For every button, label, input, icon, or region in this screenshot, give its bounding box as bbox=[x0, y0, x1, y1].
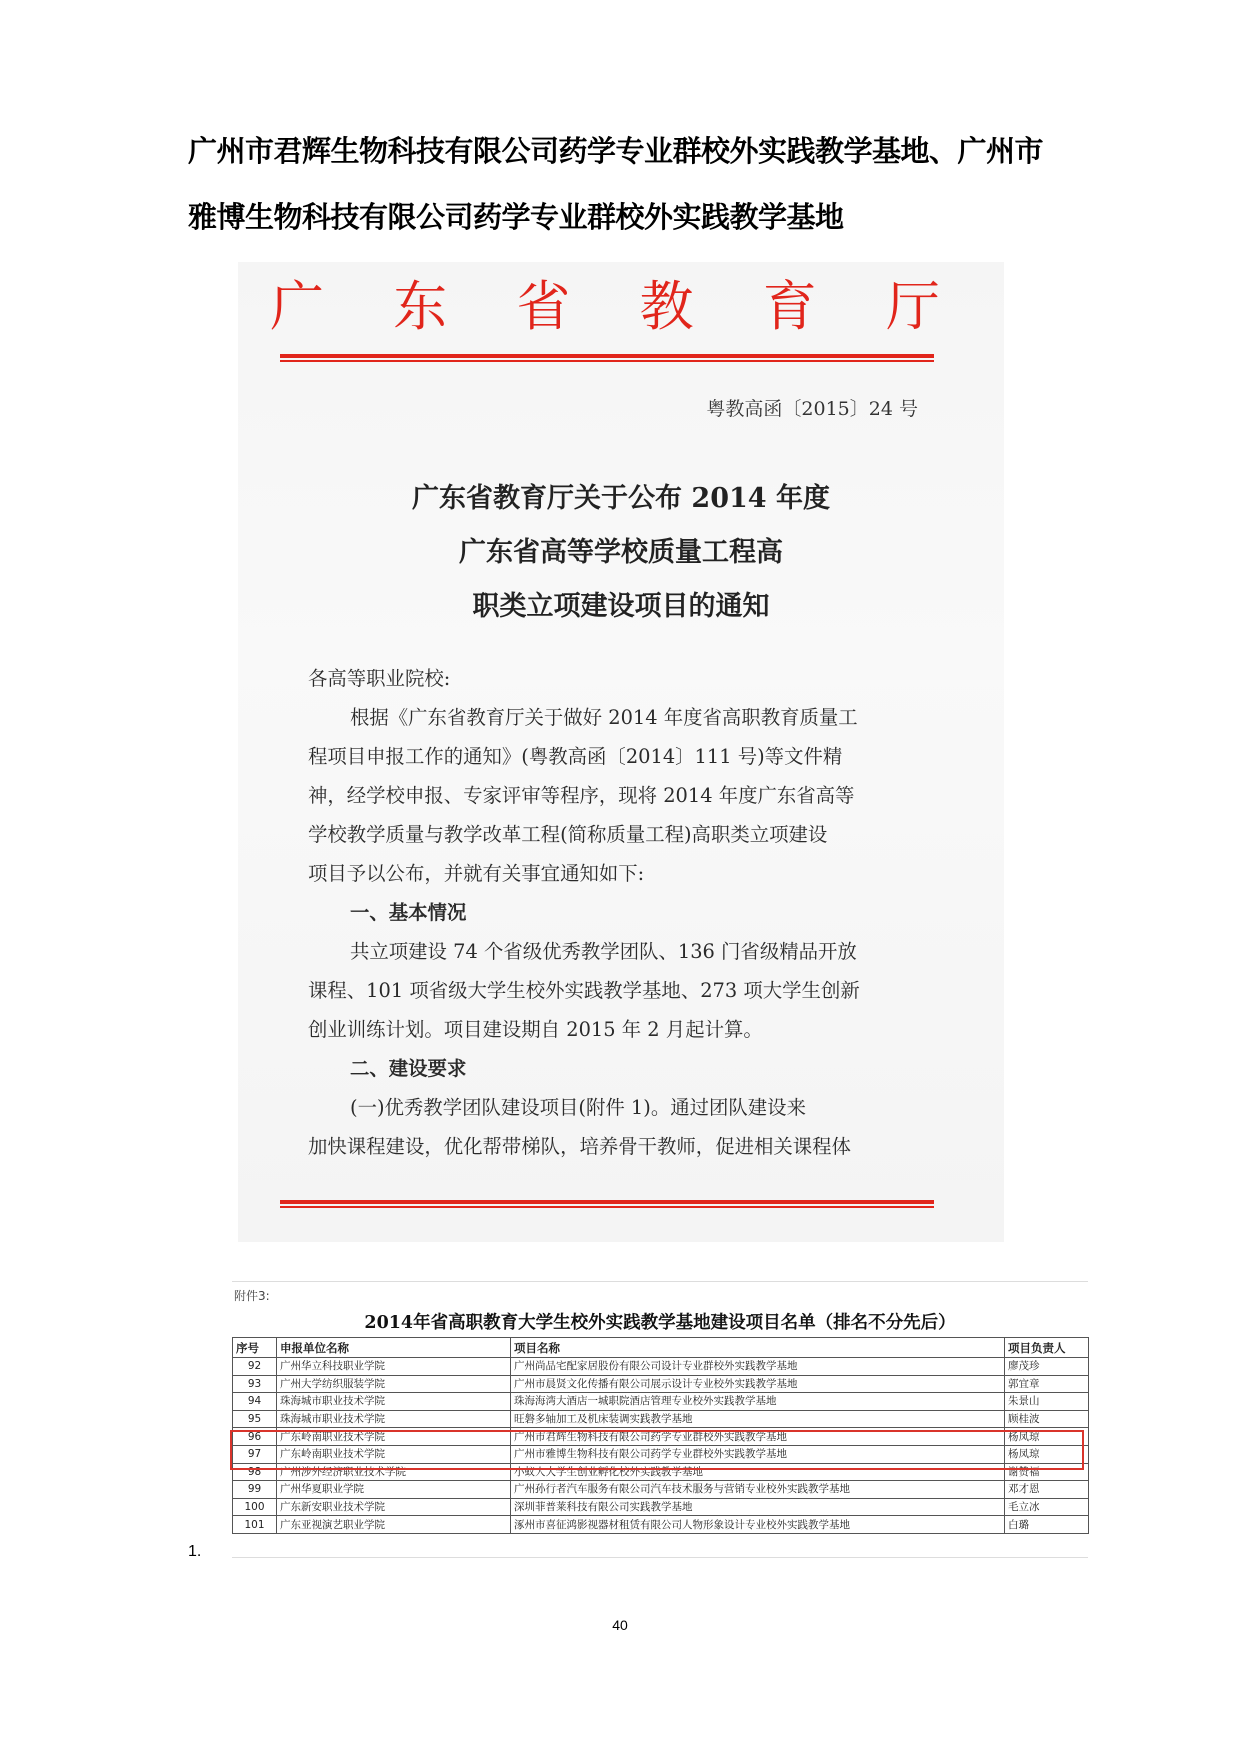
table-row bbox=[233, 1498, 1089, 1516]
cell-seq: 97 bbox=[233, 1445, 277, 1463]
cell-project: 旺磐多轴加工及机床装调实践教学基地 bbox=[511, 1410, 1005, 1428]
notice-body-line: 程项目申报工作的通知》(粤教高函〔2014〕111 号)等文件精 bbox=[308, 745, 843, 768]
heading-line-2: 雅博生物科技有限公司药学专业群校外实践教学基地 bbox=[188, 200, 844, 234]
header-leader: 项目负责人 bbox=[1005, 1338, 1089, 1358]
cell-leader: 杨凤琼 bbox=[1005, 1445, 1089, 1463]
letterhead-char: 教 bbox=[639, 275, 694, 338]
table-row bbox=[233, 1516, 1089, 1534]
table-row bbox=[233, 1481, 1089, 1499]
letterhead-char: 东 bbox=[393, 275, 448, 338]
cell-leader: 谢赞福 bbox=[1005, 1463, 1089, 1481]
cell-seq: 93 bbox=[233, 1375, 277, 1393]
attachment-table-image bbox=[232, 1281, 1088, 1559]
cell-applicant: 广州大学纺织服装学院 bbox=[277, 1375, 511, 1393]
header-project: 项目名称 bbox=[511, 1338, 1005, 1358]
notice-body-line: 课程、101 项省级大学生校外实践教学基地、273 项大学生创新 bbox=[308, 979, 860, 1002]
cell-seq: 100 bbox=[233, 1498, 277, 1516]
attachment-title: 2014年省高职教育大学生校外实践教学基地建设项目名单（排名不分先后） bbox=[364, 1313, 956, 1333]
notice-title-line: 广东省高等学校质量工程高 bbox=[459, 537, 783, 568]
list-marker: 1. bbox=[188, 1543, 202, 1560]
table-row bbox=[233, 1393, 1089, 1411]
notice-title-line: 职类立项建设项目的通知 bbox=[472, 591, 770, 622]
notice-body-line: 一、基本情况 bbox=[350, 901, 467, 924]
cell-seq: 96 bbox=[233, 1428, 277, 1446]
letterhead-rule-thin bbox=[280, 360, 934, 362]
cell-leader: 郭宜章 bbox=[1005, 1375, 1089, 1393]
cell-project: 广州孙行者汽车服务有限公司汽车技术服务与营销专业校外实践教学基地 bbox=[511, 1481, 1005, 1499]
page-heading bbox=[188, 118, 1068, 250]
cell-leader: 廖茂珍 bbox=[1005, 1358, 1089, 1376]
cell-applicant: 广东亚视演艺职业学院 bbox=[277, 1516, 511, 1534]
notice-body-line: 创业训练计划。项目建设期自 2015 年 2 月起计算。 bbox=[308, 1018, 763, 1041]
table-header-row bbox=[233, 1338, 1089, 1358]
cell-project: 涿州市喜征鸿影视器材租赁有限公司人物形象设计专业校外实践教学基地 bbox=[511, 1516, 1005, 1534]
letterhead-rule-thick bbox=[280, 354, 934, 358]
notice-body-line: 二、建设要求 bbox=[350, 1057, 467, 1080]
attachment-label: 附件3: bbox=[234, 1289, 270, 1303]
letterhead-char: 广 bbox=[270, 275, 324, 338]
document-number: 粤教高函〔2015〕24 号 bbox=[706, 398, 918, 420]
notice-body bbox=[308, 659, 924, 1166]
cell-applicant: 广东岭南职业技术学院 bbox=[277, 1445, 511, 1463]
highlight-box bbox=[230, 1430, 1084, 1470]
table-row bbox=[233, 1375, 1089, 1393]
cell-applicant: 广州华立科技职业学院 bbox=[277, 1358, 511, 1376]
cell-project: 广州市雅博生物科技有限公司药学专业群校外实践教学基地 bbox=[511, 1445, 1005, 1463]
cell-applicant: 广东岭南职业技术学院 bbox=[277, 1428, 511, 1446]
notice-body-line: 共立项建设 74 个省级优秀教学团队、136 门省级精品开放 bbox=[350, 940, 857, 963]
cell-project: 广州市晨贤文化传播有限公司展示设计专业校外实践教学基地 bbox=[511, 1375, 1005, 1393]
cell-leader: 杨凤琼 bbox=[1005, 1428, 1089, 1446]
cell-leader: 邓才恩 bbox=[1005, 1481, 1089, 1499]
cell-seq: 98 bbox=[233, 1463, 277, 1481]
page-number: 40 bbox=[612, 1617, 628, 1633]
header-applicant: 申报单位名称 bbox=[277, 1338, 511, 1358]
scanned-notice-image bbox=[238, 262, 1004, 1242]
cell-project: 广州尚品宅配家居股份有限公司设计专业群校外实践教学基地 bbox=[511, 1358, 1005, 1376]
ministry-letterhead bbox=[270, 268, 940, 346]
cell-applicant: 广州涉外经济职业技术学院 bbox=[277, 1463, 511, 1481]
letterhead-char: 育 bbox=[762, 275, 817, 338]
letterhead-char: 厅 bbox=[885, 275, 940, 338]
table-row bbox=[233, 1410, 1089, 1428]
footer-rule-thin bbox=[280, 1206, 934, 1208]
notice-body-line: 神，经学校申报、专家评审等程序，现将 2014 年度广东省高等 bbox=[308, 784, 855, 807]
cell-seq: 94 bbox=[233, 1393, 277, 1411]
cell-project: 珠海海湾大酒店一城职院酒店管理专业校外实践教学基地 bbox=[511, 1393, 1005, 1411]
letterhead-char: 省 bbox=[516, 275, 571, 338]
cell-seq: 101 bbox=[233, 1516, 277, 1534]
notice-body-line: 加快课程建设，优化帮带梯队，培养骨干教师，促进相关课程体 bbox=[308, 1135, 851, 1158]
notice-body-line: 根据《广东省教育厅关于做好 2014 年度省高职教育质量工 bbox=[350, 706, 858, 729]
cell-applicant: 珠海城市职业技术学院 bbox=[277, 1410, 511, 1428]
sheet-gridline bbox=[232, 1557, 1088, 1558]
cell-seq: 99 bbox=[233, 1481, 277, 1499]
notice-body-line: 学校教学质量与教学改革工程(简称质量工程)高职类立项建设 bbox=[308, 823, 828, 846]
sheet-gridline bbox=[232, 1281, 1088, 1282]
cell-leader: 顾桂波 bbox=[1005, 1410, 1089, 1428]
notice-body-line: 项目予以公布，并就有关事宜通知如下: bbox=[308, 862, 645, 885]
cell-leader: 毛立冰 bbox=[1005, 1498, 1089, 1516]
cell-project: 小蚁人大学生创业孵化校外实践教学基地 bbox=[511, 1463, 1005, 1481]
cell-applicant: 广东新安职业技术学院 bbox=[277, 1498, 511, 1516]
footer-rule-thick bbox=[280, 1200, 934, 1204]
notice-title-line: 广东省教育厅关于公布 2014 年度 bbox=[412, 483, 830, 514]
notice-body-line: 各高等职业院校: bbox=[308, 667, 451, 690]
cell-project: 深圳菲普莱科技有限公司实践教学基地 bbox=[511, 1498, 1005, 1516]
notice-body-line: (一)优秀教学团队建设项目(附件 1)。通过团队建设来 bbox=[350, 1096, 806, 1119]
cell-leader: 白璐 bbox=[1005, 1516, 1089, 1534]
cell-applicant: 广州华夏职业学院 bbox=[277, 1481, 511, 1499]
cell-project: 广州市君辉生物科技有限公司药学专业群校外实践教学基地 bbox=[511, 1428, 1005, 1446]
heading-line-1: 广州市君辉生物科技有限公司药学专业群校外实践教学基地、广州市 bbox=[188, 134, 1044, 168]
header-seq: 序号 bbox=[233, 1338, 277, 1358]
cell-seq: 92 bbox=[233, 1358, 277, 1376]
notice-title bbox=[238, 472, 1004, 634]
table-row bbox=[233, 1358, 1089, 1376]
cell-leader: 朱景山 bbox=[1005, 1393, 1089, 1411]
cell-applicant: 珠海城市职业技术学院 bbox=[277, 1393, 511, 1411]
cell-seq: 95 bbox=[233, 1410, 277, 1428]
